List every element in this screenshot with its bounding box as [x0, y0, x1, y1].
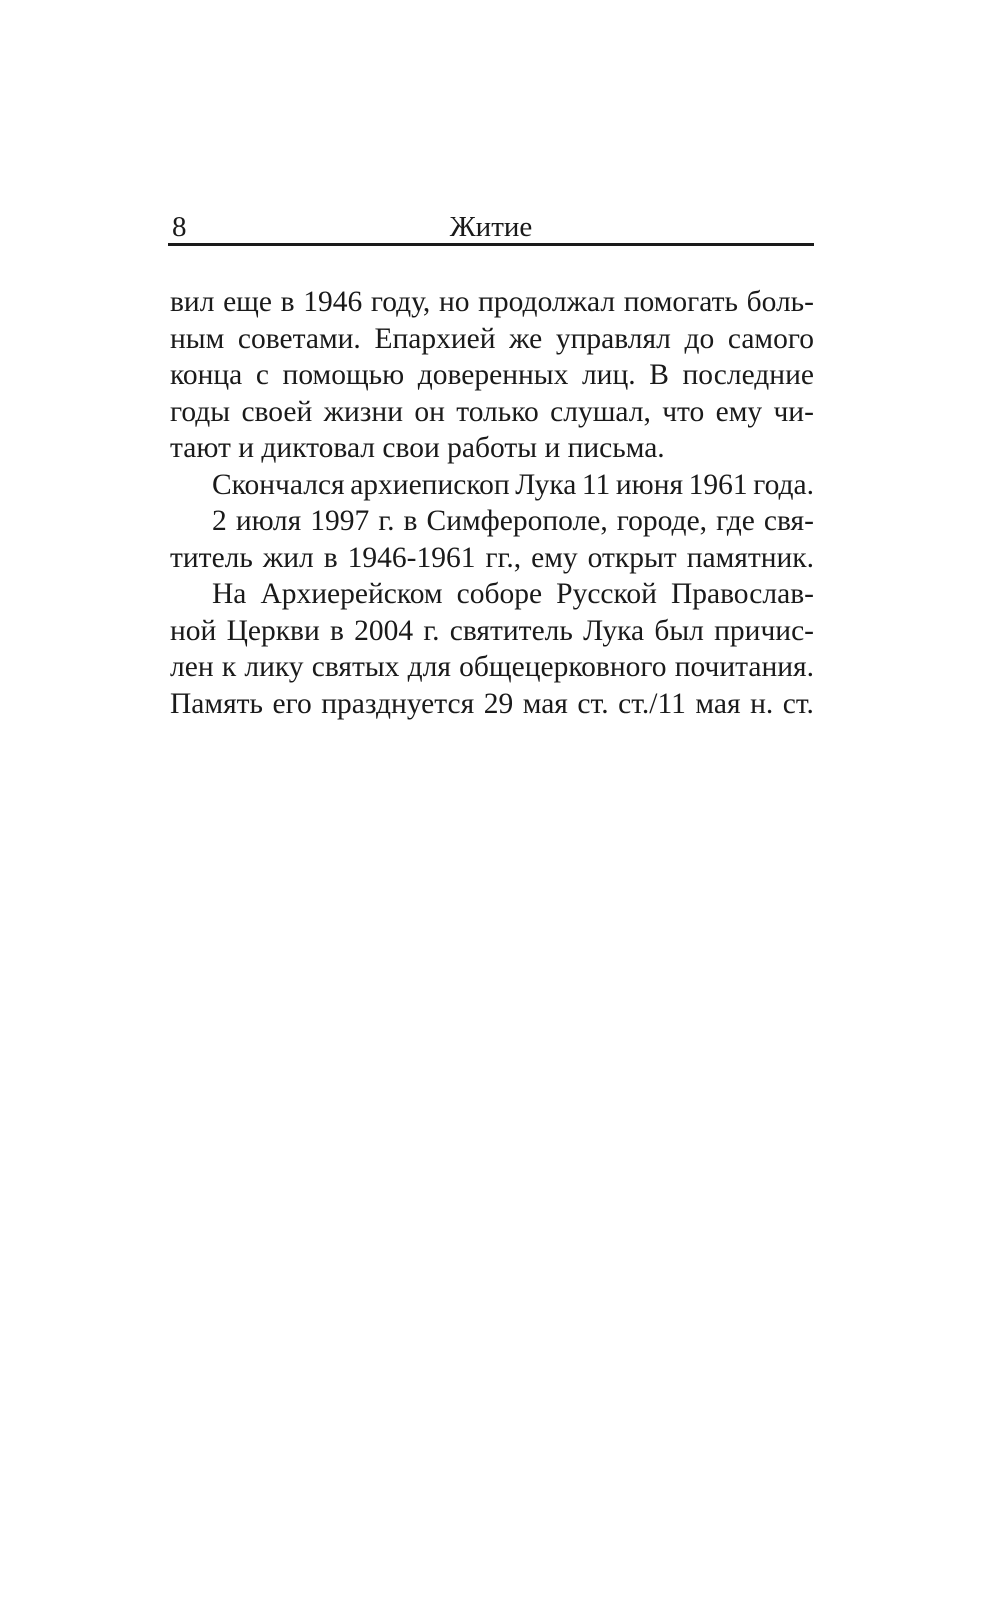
- text-line: тают и диктовал свои работы и письма.: [170, 432, 665, 464]
- body-text: [170, 284, 814, 722]
- running-head: [168, 205, 814, 245]
- text-line: Память его празднуется 29 мая ст. ст./11 мая н. ст.: [170, 687, 814, 720]
- text-line: ным советами. Епархией же управлял до самого: [170, 322, 814, 355]
- paragraph-3: [170, 503, 814, 576]
- text-line: ной Церкви в 2004 г. святитель Лука был причис-: [170, 614, 814, 647]
- text-line: лен к лику святых для общецерковного почитания.: [170, 651, 814, 683]
- paragraph-2: [170, 467, 814, 504]
- text-line: На Архиерейском соборе Русской Православ-: [212, 578, 814, 610]
- text-line: Скончался архиепископ Лука 11 июня 1961 года.: [212, 468, 814, 501]
- text-line: вил еще в 1946 году, но продолжал помогать боль-: [170, 286, 814, 318]
- text-line: титель жил в 1946-1961 гг., ему открыт памятник.: [170, 541, 814, 574]
- paragraph-4: [170, 576, 814, 722]
- text-line: 2 июля 1997 г. в Симферополе, городе, где свя-: [212, 505, 814, 537]
- text-line: годы своей жизни он только слушал, что ему чи-: [170, 395, 814, 428]
- paragraph-1: [170, 284, 814, 467]
- text-line: конца с помощью доверенных лиц. В последние: [170, 359, 814, 391]
- page-number: 8: [172, 211, 187, 243]
- header-rule: [168, 243, 814, 246]
- section-title: Житие: [449, 211, 533, 243]
